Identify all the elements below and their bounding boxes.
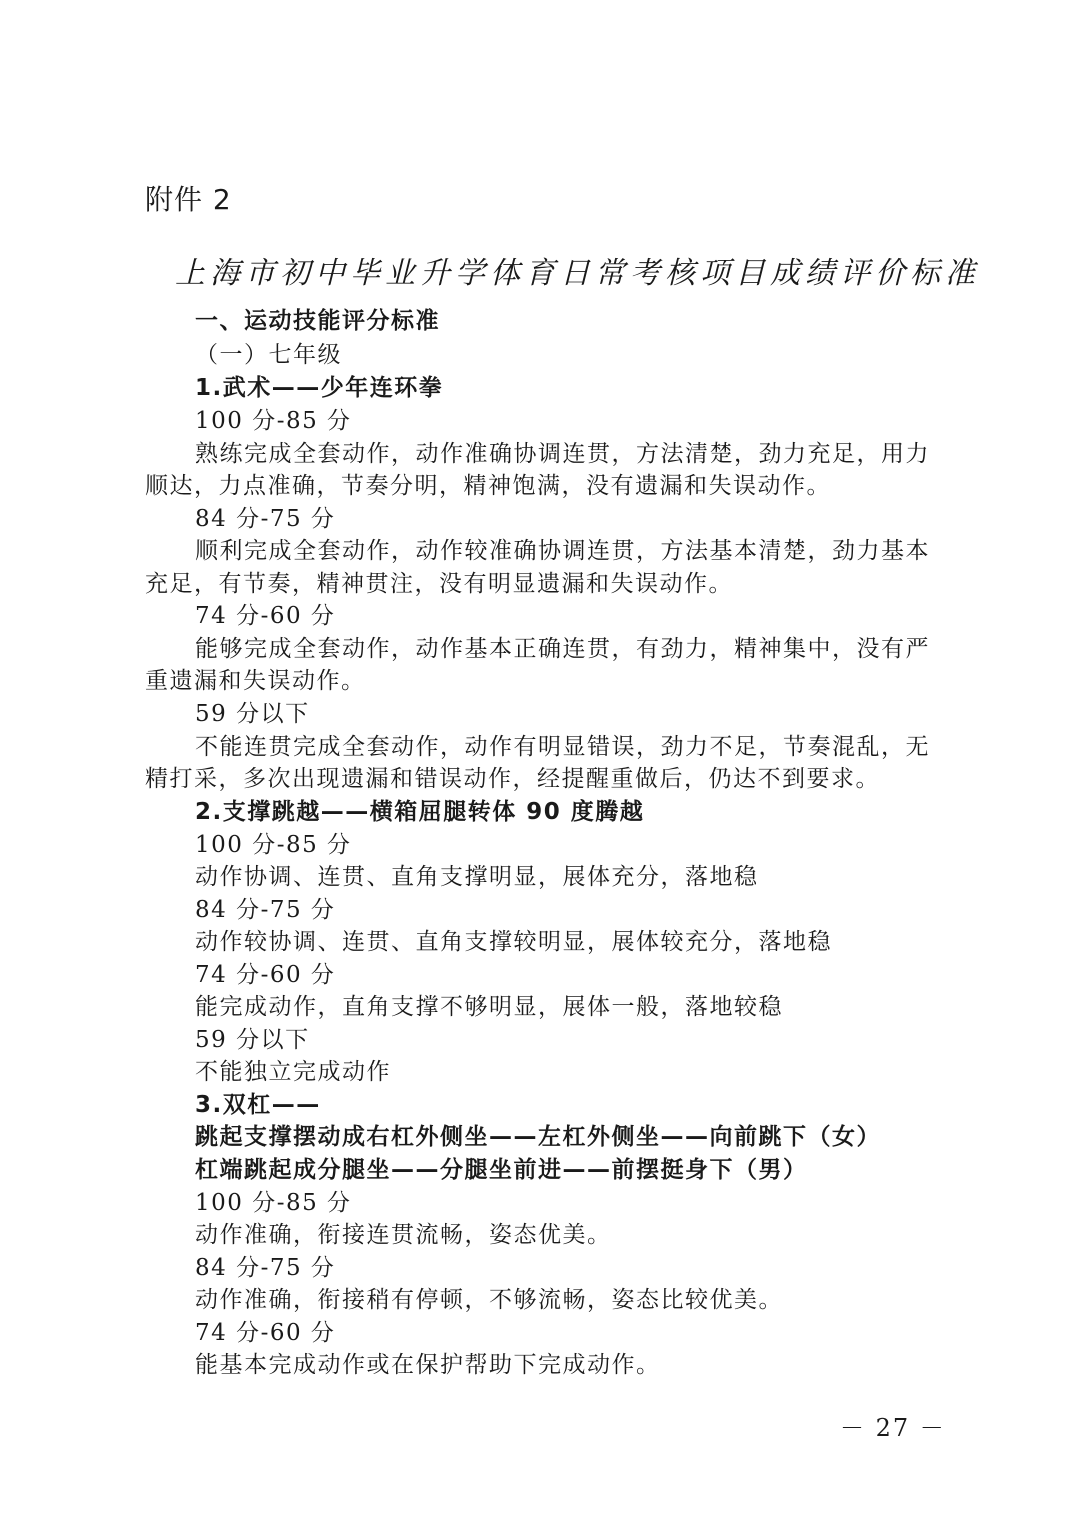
item-title-wushu: 1.武术——少年连环拳 — [195, 375, 444, 401]
item-subtitle-male: 杠端跳起成分腿坐——分腿坐前进——前摆挺身下（男） — [195, 1157, 808, 1183]
score-description: 动作协调、连贯、直角支撑明显，展体充分，落地稳 — [195, 864, 759, 890]
document-title: 上海市初中毕业升学体育日常考核项目成绩评价标准 — [175, 256, 980, 291]
score-range: 74 分-60 分 — [195, 603, 336, 629]
score-description: 动作准确，衔接连贯流畅，姿态优美。 — [195, 1222, 612, 1248]
score-description: 动作较协调、连贯、直角支撑较明显，展体较充分，落地稳 — [195, 929, 832, 955]
score-range: 100 分-85 分 — [195, 408, 352, 434]
score-description: 不能连贯完成全套动作，动作有明显错误，劲力不足，节奏混乱，无 — [195, 734, 930, 760]
score-description: 顺利完成全套动作，动作较准确协调连贯，方法基本清楚，劲力基本 — [195, 538, 930, 564]
score-range: 59 分以下 — [195, 1027, 310, 1053]
attachment-label: 附件 2 — [145, 183, 232, 216]
score-description: 能够完成全套动作，动作基本正确连贯，有劲力，精神集中，没有严 — [195, 636, 930, 662]
score-description: 动作准确，衔接稍有停顿，不够流畅，姿态比较优美。 — [195, 1287, 783, 1313]
score-description: 能基本完成动作或在保护帮助下完成动作。 — [195, 1352, 661, 1378]
grade-heading: （一）七年级 — [195, 342, 342, 368]
score-range: 84 分-75 分 — [195, 1255, 336, 1281]
item-title-vault: 2.支撑跳越——横箱屈腿转体 90 度腾越 — [195, 799, 645, 825]
score-range: 84 分-75 分 — [195, 897, 336, 923]
score-description-continued: 充足，有节奏，精神贯注，没有明显遗漏和失误动作。 — [145, 571, 733, 597]
score-range: 59 分以下 — [195, 701, 310, 727]
section-heading: 一、运动技能评分标准 — [195, 308, 440, 334]
score-description-continued: 重遗漏和失误动作。 — [145, 668, 366, 694]
item-title-parallel-bars: 3.双杠—— — [195, 1092, 321, 1118]
score-range: 84 分-75 分 — [195, 506, 336, 532]
score-description-continued: 精打采，多次出现遗漏和错误动作，经提醒重做后，仍达不到要求。 — [145, 766, 880, 792]
score-description: 不能独立完成动作 — [195, 1059, 391, 1085]
score-description-continued: 顺达，力点准确，节奏分明，精神饱满，没有遗漏和失误动作。 — [145, 473, 831, 499]
score-range: 74 分-60 分 — [195, 962, 336, 988]
score-range: 100 分-85 分 — [195, 832, 352, 858]
score-range: 100 分-85 分 — [195, 1190, 352, 1216]
item-subtitle-female: 跳起支撑摆动成右杠外侧坐——左杠外侧坐——向前跳下（女） — [195, 1124, 881, 1150]
score-description: 能完成动作，直角支撑不够明显，展体一般，落地较稳 — [195, 994, 783, 1020]
page-number: － 27 － — [840, 1414, 946, 1442]
score-description: 熟练完成全套动作，动作准确协调连贯，方法清楚，劲力充足，用力 — [195, 441, 930, 467]
score-range: 74 分-60 分 — [195, 1320, 336, 1346]
